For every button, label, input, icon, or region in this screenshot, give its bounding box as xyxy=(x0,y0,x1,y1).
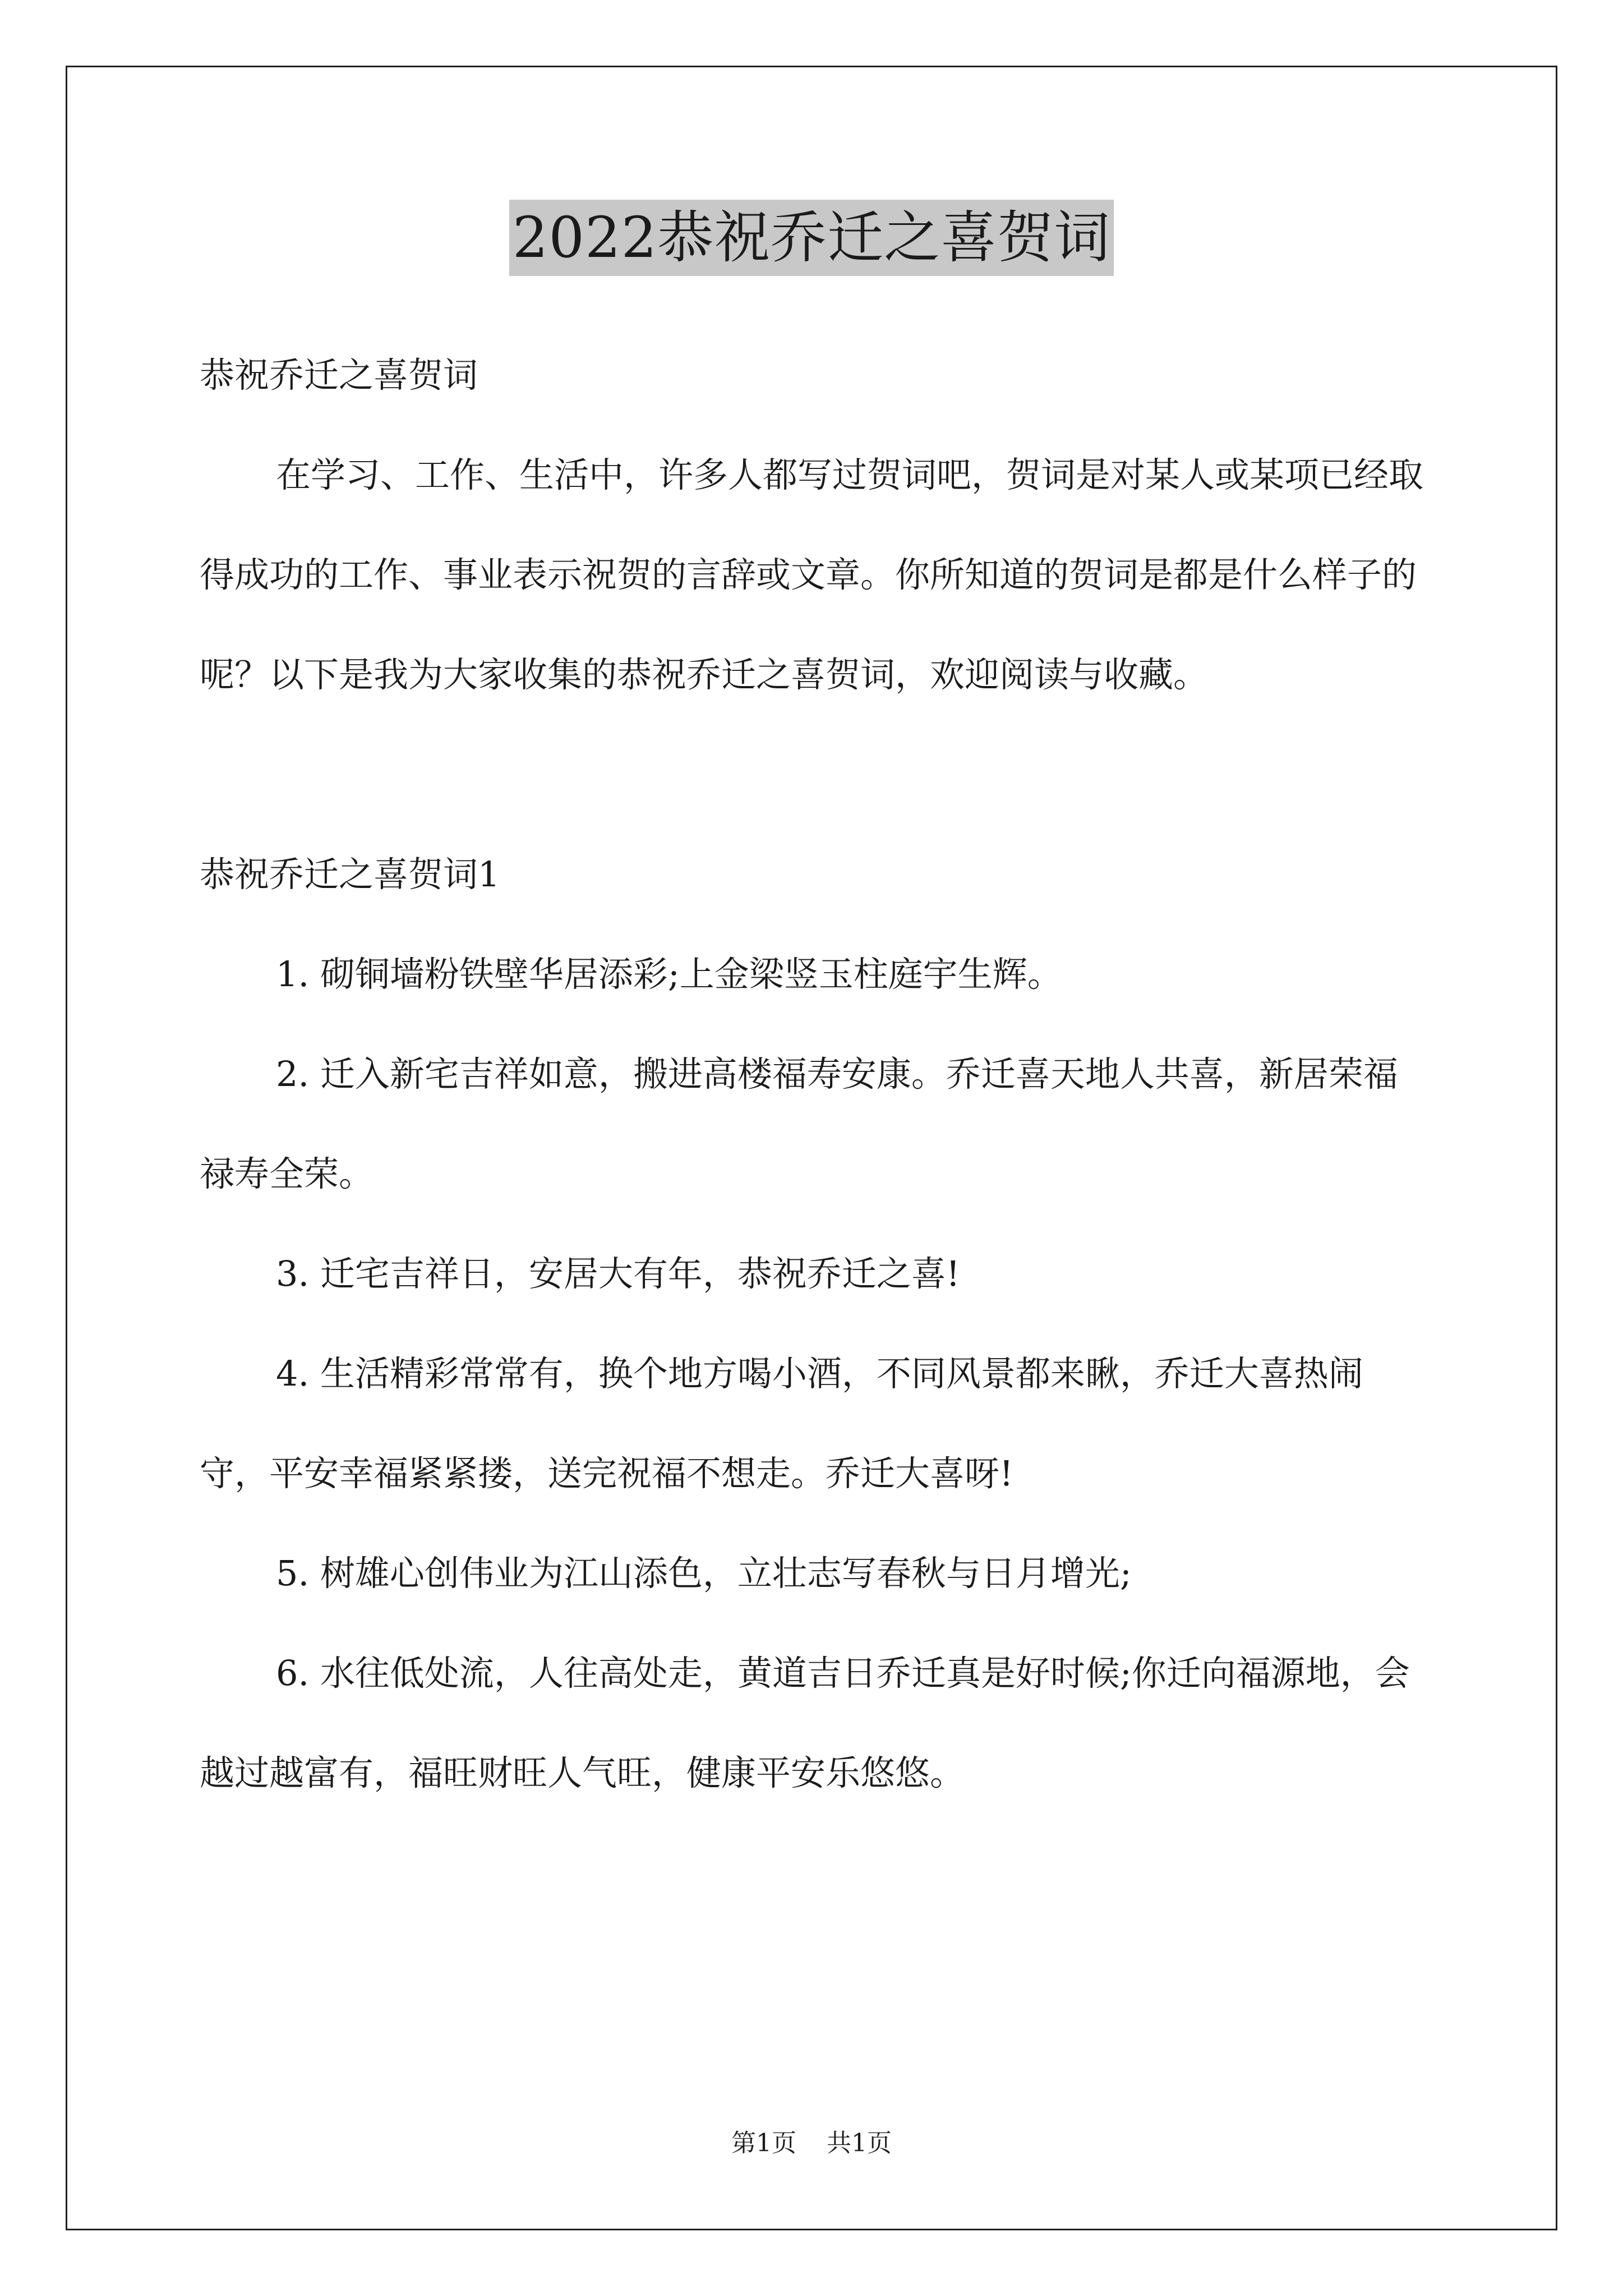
page-total: 共1页 xyxy=(827,2129,892,2157)
page-footer xyxy=(0,2128,1623,2159)
list-item-2: 2. 迁入新宅吉祥如意，搬进高楼福寿安康。乔迁喜天地人共喜，新居荣福禄寿全荣。 xyxy=(200,1053,1398,1194)
list-item-3: 3. 迁宅吉祥日，安居大有年，恭祝乔迁之喜! xyxy=(276,1253,960,1294)
document-heading: 恭祝乔迁之喜贺词 xyxy=(200,355,478,395)
list-item-6: 6. 水往低处流，人往高处走，黄道吉日乔迁真是好时候;你迁向福源地，会越过越富有，福旺财旺人气旺，健康平安乐悠悠。 xyxy=(200,1653,1410,1793)
document-body xyxy=(200,325,1428,1823)
title-container xyxy=(0,200,1623,276)
section-heading: 恭祝乔迁之喜贺词1 xyxy=(200,854,500,895)
list-item-4: 4. 生活精彩常常有，换个地方喝小酒，不同风景都来瞅，乔迁大喜热闹守，平安幸福紧紧搂，送完祝福不想走。乔迁大喜呀! xyxy=(200,1353,1363,1494)
intro-paragraph: 在学习、工作、生活中，许多人都写过贺词吧，贺词是对某人或某项已经取得成功的工作、事业表示祝贺的言辞或文章。你所知道的贺词是都是什么样子的呢？以下是我为大家收集的恭祝乔迁之喜贺词，欢迎阅读与收藏。 xyxy=(200,454,1424,695)
page-number: 第1页 xyxy=(731,2129,796,2157)
list-item-5: 5. 树雄心创伟业为江山添色，立壮志写春秋与日月增光; xyxy=(276,1553,1132,1594)
document-title: 2022恭祝乔迁之喜贺词 xyxy=(509,200,1114,276)
list-item-1: 1. 砌铜墙粉铁壁华居添彩;上金梁竖玉柱庭宇生辉。 xyxy=(276,954,1062,995)
